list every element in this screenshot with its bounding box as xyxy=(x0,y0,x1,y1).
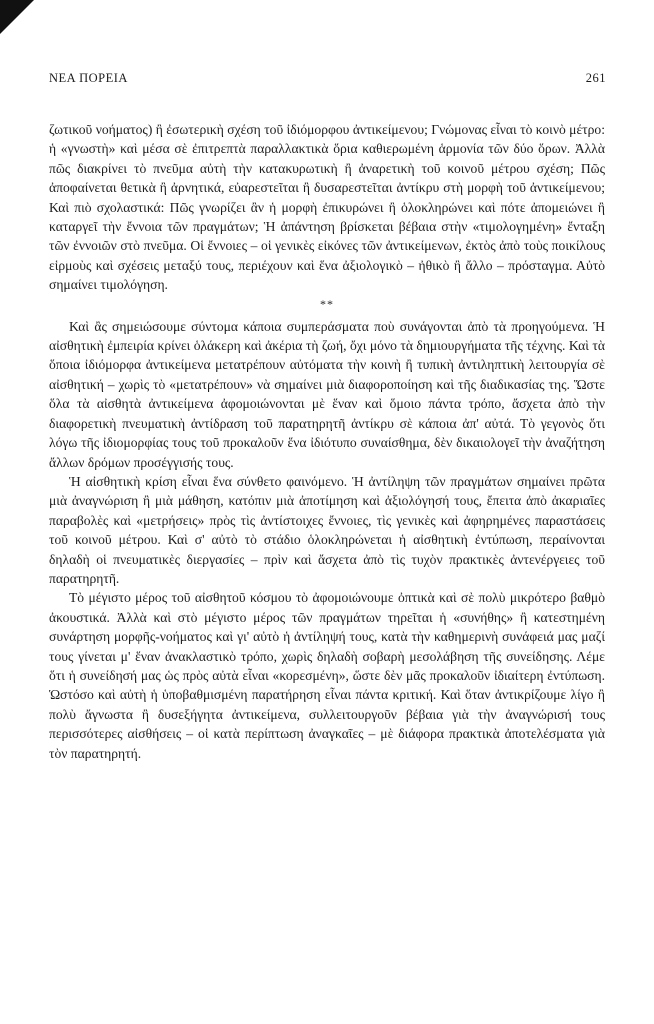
paragraph-4: Τὸ μέγιστο μέρος τοῦ αἰσθητοῦ κόσμου τὸ ἀφομοιώνουμε ὀπτικὰ καὶ σὲ πολὺ μικρότερο βαθμὸ ἀκουστικά. Ἀλλὰ καὶ στὸ μέγιστο μέρος τῶν πραγμάτων τηρεῖται ἡ «συνήθης» ἢ κατεστημένη συνάρτηση μορφῆς-νοήματος καὶ γι' αὐτὸ ἡ ἀντίληψή τους, κατὰ τὴν καθημερινὴ συνάφειά μας μαζί τους γίνεται μ' ἕναν ἀνακλαστικὸ τρόπο, χωρὶς δηλαδὴ σοβαρὴ μεσολάβηση τῆς συνείδησης. Λέμε ὅτι ἡ συνείδησή μας ὡς πρὸς αὐτὰ εἶναι «κορεσμένη», ὥστε δὲν μᾶς προκαλοῦν ἰδιαίτερη ἐντύπωση. Ὡστόσο καὶ αὐτὴ ἡ ὑποβαθμισμένη παρατήρηση εἶναι πάντα κριτική. Καὶ ὅταν ἀντικρίζουμε λίγο ἢ πολὺ ἄγνωστα ἢ δυσεξήγητα ἀντικείμενα, συλλειτουργοῦν βέβαια γιὰ τὴν ἀναγνώρισή τους περισσότερες αἰσθήσεις – οἱ κατὰ περίπτωση ἀναγκαῖες – μὲ διάφορα πρακτικὰ ἀποτελέσματα γιὰ τὸν παρατηρητή. xyxy=(49,590,605,761)
paragraph-2: Καὶ ἂς σημειώσουμε σύντομα κάποια συμπεράσματα ποὺ συνάγονται ἀπὸ τὰ προηγούμενα. Ἡ αἰσθητικὴ ἐμπειρία κρίνει ὁλάκερη καὶ ἀκέρια τὴ ζωή, ὄχι μόνο τὰ δημιουργήματα τῆς τέχνης. Καὶ τὰ ὅποια ἰδιόμορφα ἀντικείμενα μετατρέπουν αὐτόματα τὴν κοινὴ ἢ τυπικὴ ἀντιληπτικὴ λειτουργία σὲ αἰσθητική – χωρὶς τὸ «μετατρέπουν» νὰ σημαίνει μιὰ διαφοροποίηση καὶ τῆς διαδικασίας της. Ὥστε ὅλα τὰ αἰσθητὰ ἀντικείμενα ἀφομοιώνονται μὲ ἕναν καὶ ὅμοιο πάντα τρόπο, ἄσχετα ἀπὸ τὴν διαφορετικὴ πνευματικὴ ἀντίδραση τοῦ παρατηρητῆ ἀντίκρυ σὲ κάποια ἀπ' αὐτά. Τὸ γεγονὸς ὅτι λόγω τῆς ἰδιομορφίας τους τοῦ προκαλοῦν ἕνα ἰδιότυπο συναίσθημα, δὲν δικαιολογεῖ τὴν ἀναζήτηση ἄλλων δρόμων προσέγγισής τους. xyxy=(49,318,605,470)
page-number: 261 xyxy=(585,71,606,85)
paragraph-3: Ἡ αἰσθητικὴ κρίση εἶναι ἕνα σύνθετο φαινόμενο. Ἡ ἀντίληψη τῶν πραγμάτων σημαίνει πρῶτα μιὰ ἀναγνώριση ἢ μιὰ μάθηση, κατόπιν μιὰ ἀποτίμηση καὶ ἀξιολόγησή τους, ἔπειτα ἀπὸ ἀκαριαῖες παραβολὲς καὶ «μετρήσεις» πρὸς τὶς ἀντίστοιχες ἔννοιες, τὶς γενικὲς καὶ ἀφηρημένες παραστάσεις τοῦ κοινοῦ μέτρου. Καὶ σ' αὐτὸ τὸ στάδιο ὁλοκληρώνεται ἡ αἰσθητικὴ ἐντύπωση, περαίνονται δηλαδὴ οἱ πνευματικὲς διεργασίες – πρὶν καὶ ἄσχετα ἀπὸ τὶς τυχὸν πρακτικὲς ἀντενέργειες τοῦ παρατηρητῆ. xyxy=(49,473,605,586)
paragraph-1: ζωτικοῦ νοήματος) ἢ ἐσωτερικὴ σχέση τοῦ ἰδιόμορφου ἀντικείμενου; Γνώμονας εἶναι τὸ κοινὸ μέτρο: ἡ «γνωστὴ» καὶ μέσα σὲ ἐπιτρεπτὰ παραλλακτικὰ ὅρια καθιερωμένη ἁρμονία τῶν δύο ὅρων. Ἀλλὰ πῶς διακρίνει τὸ πνεῦμα αὐτὴ τὴν κατακυρωτικὴ ἢ ἀναρετικὴ τοῦ κοινοῦ μέτρου σχέση; Πῶς ἀποφαίνεται θετικὰ ἢ ἀρνητικά, εὐαρεστεῖται ἢ δυσαρεστεῖται ἀντίκρυ στὴ μορφὴ τοῦ ἀντικείμενου; Καὶ πιὸ σχολαστικά: Πῶς γνωρίζει ἂν ἡ μορφὴ ἐπικυρώνει ἢ ὁλοκληρώνει καὶ πότε ἀπομειώνει ἢ καταργεῖ τὴν ἔννοια τῶν πραγμάτων; Ἡ ἀπάντηση βρίσκεται βέβαια στὴν «τιμολογημένη» ἔνταξη τῶν ἐννοιῶν στὸ πνεῦμα. Οἱ ἔννοιες – οἱ γενικὲς εἰκόνες τῶν ἀντικείμενων, ἐκτὸς ἀπὸ τοὺς ποικίλους εἱρμοὺς καὶ σχέσεις μεταξύ τους, περιέχουν καὶ ἕνα ἀξιολογικὸ – ἠθικὸ ἢ ἄλλο – πρόσταγμα. Αὐτὸ σημαίνει τιμολόγηση. xyxy=(49,122,605,293)
running-title: ΝΕΑ ΠΟΡΕΙΑ xyxy=(49,71,128,85)
body-text xyxy=(49,120,605,763)
section-separator: ** xyxy=(320,296,334,311)
page-corner-mark xyxy=(0,0,34,34)
